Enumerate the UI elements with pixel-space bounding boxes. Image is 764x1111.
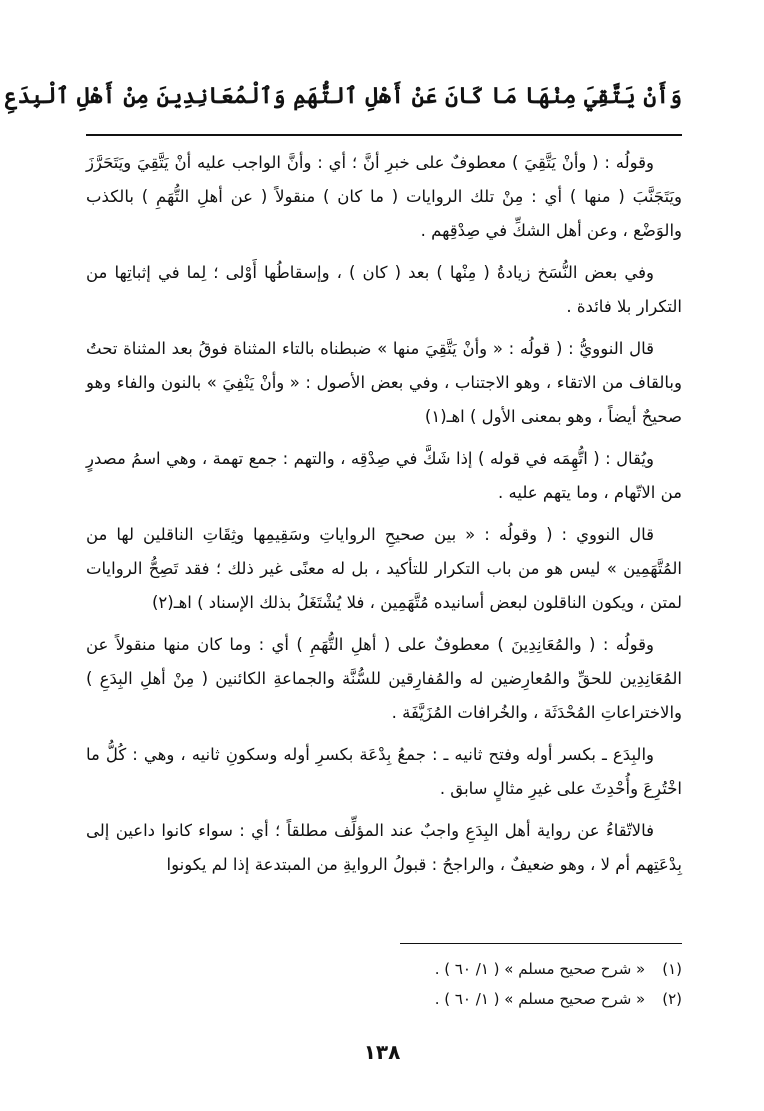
page-header <box>4 72 682 120</box>
footnote <box>282 954 682 984</box>
main-text <box>86 146 682 890</box>
footnote-text: « شرح صحيح مسلم » ( ١/ ٦٠ ) . <box>434 960 646 978</box>
footnote <box>282 984 682 1014</box>
footnote-number: (١) <box>662 960 682 978</box>
footnotes <box>282 954 682 1014</box>
footnote-number: (٢) <box>662 990 682 1008</box>
paragraph: ويُقال : ( اتُّهِمَه في قوله ) إذا شَكَّ في صِدْقِه ، والتهم : جمع تهمة ، وهي اسمُ مصدرٍ من الاتّهام ، وما يتهم عليه . <box>86 449 682 502</box>
paragraph: وفي بعض النُّسَخ زيادةُ ( مِنْها ) بعد ( كان ) ، وإسقاطُها أَوْلى ؛ لِما في إثباتِها من التكرار بلا فائدة . <box>86 263 682 316</box>
page-number: ١٣٨ <box>363 1040 401 1064</box>
header-rule <box>86 134 682 136</box>
paragraph: وقولُه : ( وأنْ يَتَّقِيَ ) معطوفٌ على خبرِ أنَّ ؛ أي : وأنَّ الواجب عليه أنْ يَتَّقِيَ ويَتَحَرَّزَ ويَتَجَنَّبَ ( منها ) أي : مِنْ تلك الروايات ( ما كان ) منقولاً ( عن أهلِ التُّهَمِ ) بالكذب والوَضْع ، وعن أهل الشكِّ في صِدْقِهم . <box>86 153 682 240</box>
paragraph: والبِدَع ـ بكسر أوله وفتح ثانيه ـ : جمعُ بِدْعَة بكسرِ أوله وسكونِ ثانيه ، وهي : كُلُّ ما اخْتُرِعَ وأُحْدِثَ على غيرِ مثالٍ سابق . <box>86 745 682 798</box>
footnote-text: « شرح صحيح مسلم » ( ١/ ٦٠ ) . <box>434 990 646 1008</box>
paragraph: وقولُه : ( والمُعَانِدِينَ ) معطوفٌ على ( أهلِ التُّهَمِ ) أي : وما كان منها منقولاً عن المُعَانِدِين للحقِّ والمُعارِضين له والمُفارِقين للسُّنَّة والجماعةِ الكائنين ( مِنْ أهلِ البِدَعِ ) والاختراعاتِ المُحْدَثَة ، والخُرافات المُزَيَّفَة . <box>86 635 682 722</box>
paragraph: قال النوويُّ : ( قولُه : « وأنْ يَتَّقِيَ منها » ضبطناه بالتاء المثناة فوقُ بعد المثناة تحتُ وبالقاف من الاتقاء ، وهو الاجتناب ، وفي بعض الأصول : « وأنْ يَنْفِيَ » بالنون والفاء وهو صحيحٌ أيضاً ، وهو بمعنى الأول ) اهـ(١) <box>86 339 682 426</box>
paragraph: فالاتّقاءُ عن رواية أهل البِدَعِ واجبٌ عند المؤلِّف مطلقاً ؛ أي : سواء كانوا داعين إلى بِدْعَتِهم أم لا ، وهو ضعيفٌ ، والراجحُ : قبولُ الروايةِ من المبتدعة إذا لم يكونوا <box>86 821 682 874</box>
header-title: وَأَنْ يَتَّقِيَ مِنْهَا مَا كَانَ عَنْ أَهْلِ ٱلتُّهَمِ وَٱلْمُعَانِدِينَ مِنْ أَهْلِ ٱلْبِدَعِ <box>4 83 682 109</box>
paragraph: قال النووي : ( وقولُه : « بين صحيحِ الرواياتِ وسَقِيمِها وثِقَاتِ الناقلين لها من المُتَّهَمِين » ليس هو من باب التكرار للتأكيد ، بل له معنًى غير ذلك ؛ فقد تَصِحُّ الروايات لمتن ، ويكون الناقلون لبعض أسانيده مُتَّهَمِين ، فلا يُشْتَغَلُ بذلك الإسناد ) اهـ(٢) <box>86 525 682 612</box>
footnote-rule <box>400 943 682 944</box>
